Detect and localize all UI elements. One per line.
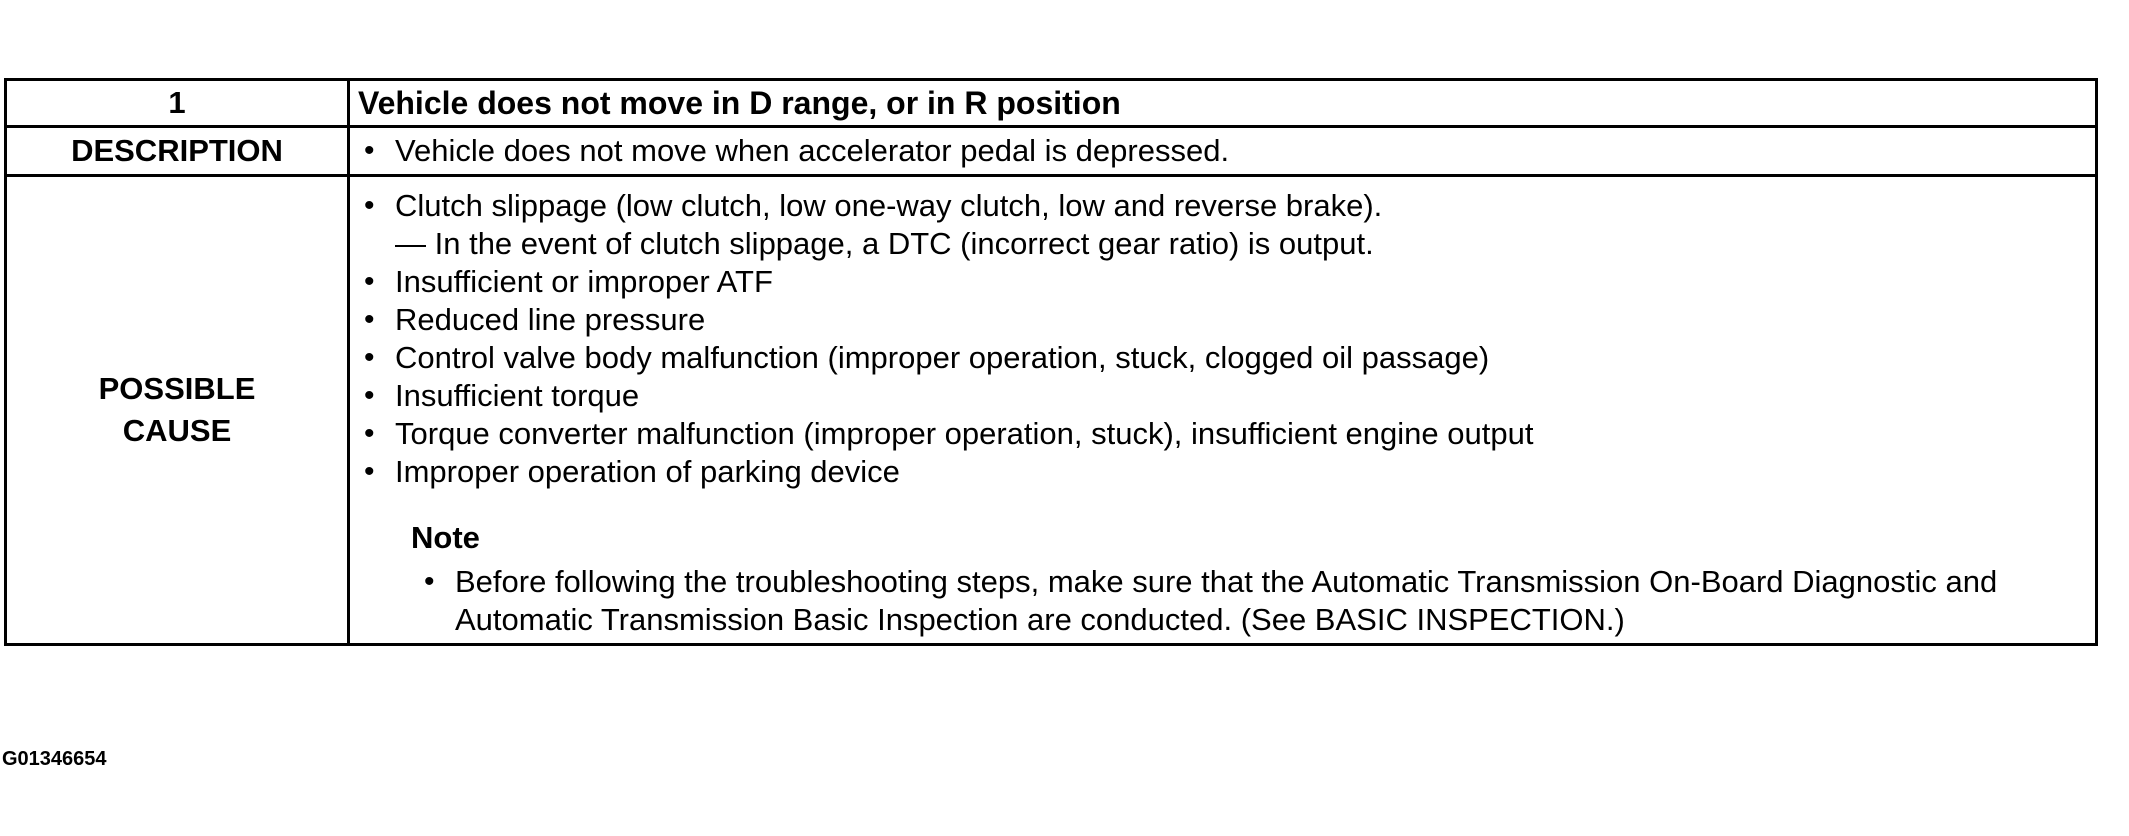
description-row [6, 127, 2097, 176]
description-label: DESCRIPTION [6, 127, 349, 176]
possible-cause-row [6, 176, 2097, 645]
cause-item-text: Clutch slippage (low clutch, low one-way clutch, low and reverse brake). [395, 188, 1383, 223]
cause-item [351, 187, 2094, 263]
description-cell [349, 127, 2097, 176]
note-list [411, 563, 2094, 639]
cause-item: • Reduced line pressure [351, 301, 2094, 339]
cause-subnote: — In the event of clutch slippage, a DTC (incorrect gear ratio) is output. [395, 226, 1374, 261]
possible-cause-label-line2: CAUSE [122, 413, 232, 448]
note-block [351, 519, 2094, 639]
cause-item: • Control valve body malfunction (improper operation, stuck, clogged oil passage) [351, 339, 2094, 377]
header-row [6, 80, 2097, 127]
figure-code: G01346654 [2, 748, 107, 770]
cause-item: • Improper operation of parking device [351, 453, 2094, 491]
symptom-title: Vehicle does not move in D range, or in R position [349, 80, 2097, 127]
troubleshooting-table [4, 78, 2098, 646]
possible-cause-label-line1: POSSIBLE [98, 371, 256, 406]
cause-item: • Insufficient or improper ATF [351, 263, 2094, 301]
note-title: Note [411, 520, 480, 555]
description-list [351, 131, 2094, 171]
possible-cause-label [6, 176, 349, 645]
cause-item: • Torque converter malfunction (improper operation, stuck), insufficient engine output [351, 415, 2094, 453]
description-item: • Vehicle does not move when accelerator pedal is depressed. [351, 131, 2094, 171]
possible-cause-cell [349, 176, 2097, 645]
step-number: 1 [6, 80, 349, 127]
note-item: • Before following the troubleshooting steps, make sure that the Automatic Transmission On-Board Diagnostic and Automatic Transmission Basic Inspection are conducted. (See BASIC INSPECTION.) [411, 563, 2094, 639]
cause-list [351, 187, 2094, 491]
cause-item: • Insufficient torque [351, 377, 2094, 415]
